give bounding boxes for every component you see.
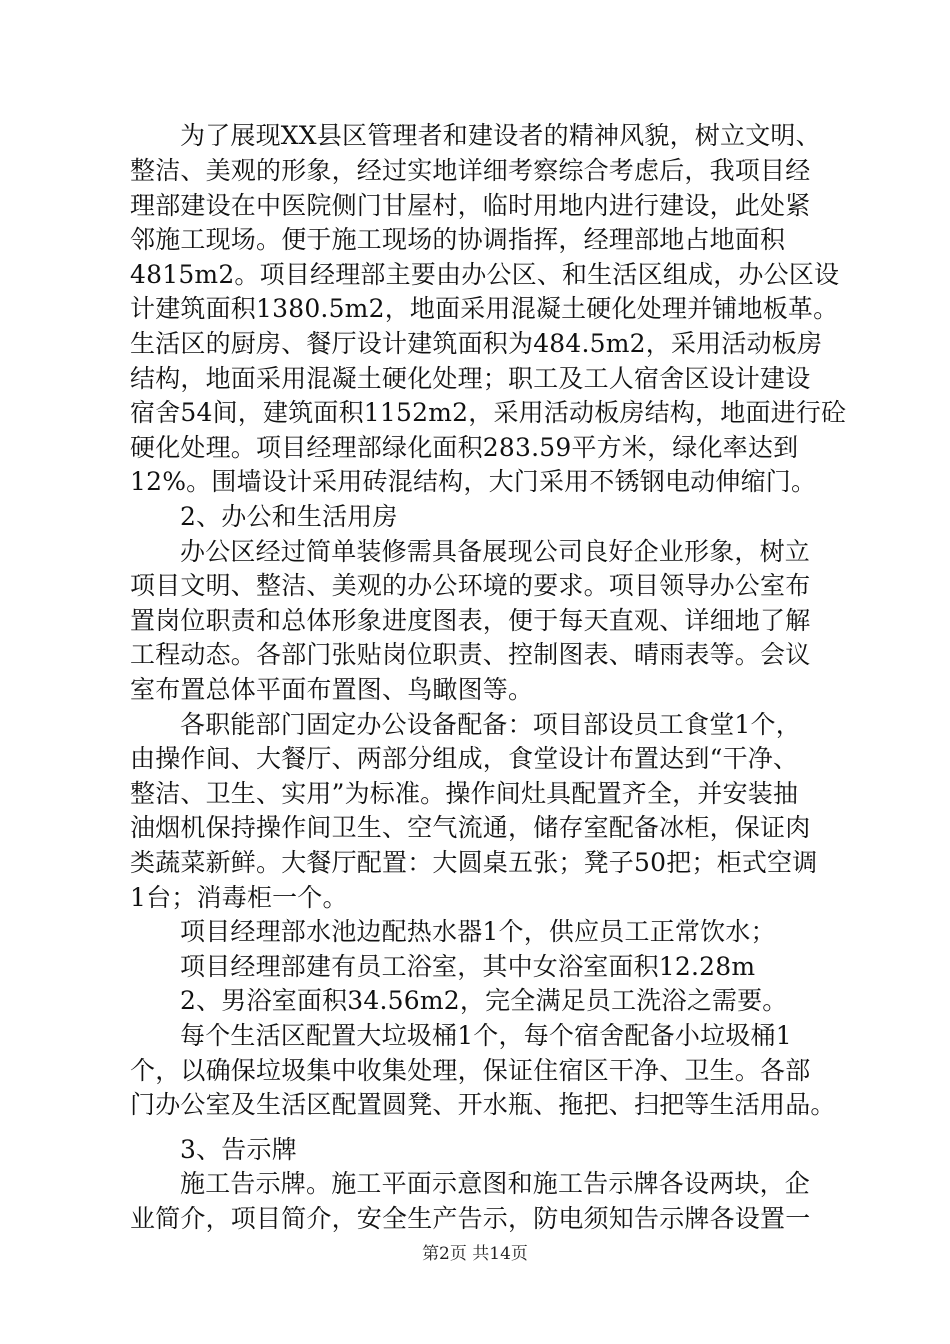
text-line: 由操作间、大餐厅、两部分组成，食堂设计布置达到“干净、 bbox=[130, 744, 799, 774]
text-line: 2、男浴室面积34.56m2，完全满足员工洗浴之需要。 bbox=[180, 986, 788, 1016]
text-line: 结构，地面采用混凝土硬化处理；职工及工人宿舍区设计建设 bbox=[130, 363, 811, 393]
text-line: 邻施工现场。便于施工现场的协调指挥，经理部地占地面积 bbox=[130, 225, 786, 255]
page-number-footer: 第2页 共14页 bbox=[422, 1244, 528, 1264]
text-line: 办公区经过简单装修需具备展现公司良好企业形象，树立 bbox=[180, 536, 811, 566]
text-line: 硬化处理。项目经理部绿化面积283.59平方米，绿化率达到 bbox=[130, 432, 799, 462]
text-line: 个，以确保垃圾集中收集处理，保证住宿区干净、卫生。各部 bbox=[130, 1055, 811, 1085]
text-line: 1台；消毒柜一个。 bbox=[130, 882, 348, 912]
text-line: 置岗位职责和总体形象进度图表，便于每天直观、详细地了解 bbox=[130, 605, 811, 635]
text-line: 12%。围墙设计采用砖混结构，大门采用不锈钢电动伸缩门。 bbox=[130, 467, 817, 497]
text-line: 4815m2。项目经理部主要由办公区、和生活区组成，办公区设 bbox=[130, 259, 840, 289]
text-line: 工程动态。各部门张贴岗位职责、控制图表、晴雨表等。会议 bbox=[130, 640, 811, 670]
text-line: 油烟机保持操作间卫生、空气流通，储存室配备冰柜，保证肉 bbox=[130, 813, 811, 843]
section-heading: 2、办公和生活用房 bbox=[180, 502, 398, 531]
text-line: 每个生活区配置大垃圾桶1个，每个宿舍配备小垃圾桶1 bbox=[180, 1021, 792, 1050]
text-line: 门办公室及生活区配置圆凳、开水瓶、拖把、扫把等生活用品。 bbox=[130, 1090, 836, 1120]
text-line: 整洁、卫生、实用”为标准。操作间灶具配置齐全，并安装抽 bbox=[130, 778, 799, 808]
text-line: 宿舍54间，建筑面积1152m2，采用活动板房结构，地面进行砼 bbox=[130, 398, 847, 428]
section-heading: 3、告示牌 bbox=[180, 1134, 297, 1164]
text-line: 项目经理部建有员工浴室，其中女浴室面积12.28m bbox=[180, 951, 756, 981]
text-line: 各职能部门固定办公设备配备：项目部设员工食堂1个， bbox=[180, 709, 801, 739]
text-line: 类蔬菜新鲜。大餐厅配置：大圆桌五张；凳子50把；柜式空调 bbox=[130, 848, 818, 877]
text-line: 生活区的厨房、餐厅设计建筑面积为484.5m2，采用活动板房 bbox=[130, 329, 823, 358]
text-line: 项目经理部水池边配热水器1个，供应员工正常饮水； bbox=[180, 917, 776, 947]
text-line: 理部建设在中医院侧门甘屋村，临时用地内进行建设，此处紧 bbox=[130, 190, 811, 220]
text-line: 施工告示牌。施工平面示意图和施工告示牌各设两块，企 bbox=[180, 1169, 811, 1199]
text-line: 计建筑面积1380.5m2，地面采用混凝土硬化处理并铺地板革。 bbox=[130, 294, 839, 324]
text-line: 室布置总体平面布置图、鸟瞰图等。 bbox=[130, 675, 534, 704]
text-line: 整洁、美观的形象，经过实地详细考察综合考虑后，我项目经 bbox=[130, 156, 811, 185]
text-line: 业简介，项目简介，安全生产告示，防电须知告示牌各设置一 bbox=[130, 1204, 811, 1233]
text-line: 为了展现XX县区管理者和建设者的精神风貌，树立文明、 bbox=[180, 121, 821, 151]
text-line: 项目文明、整洁、美观的办公环境的要求。项目领导办公室布 bbox=[130, 571, 811, 601]
